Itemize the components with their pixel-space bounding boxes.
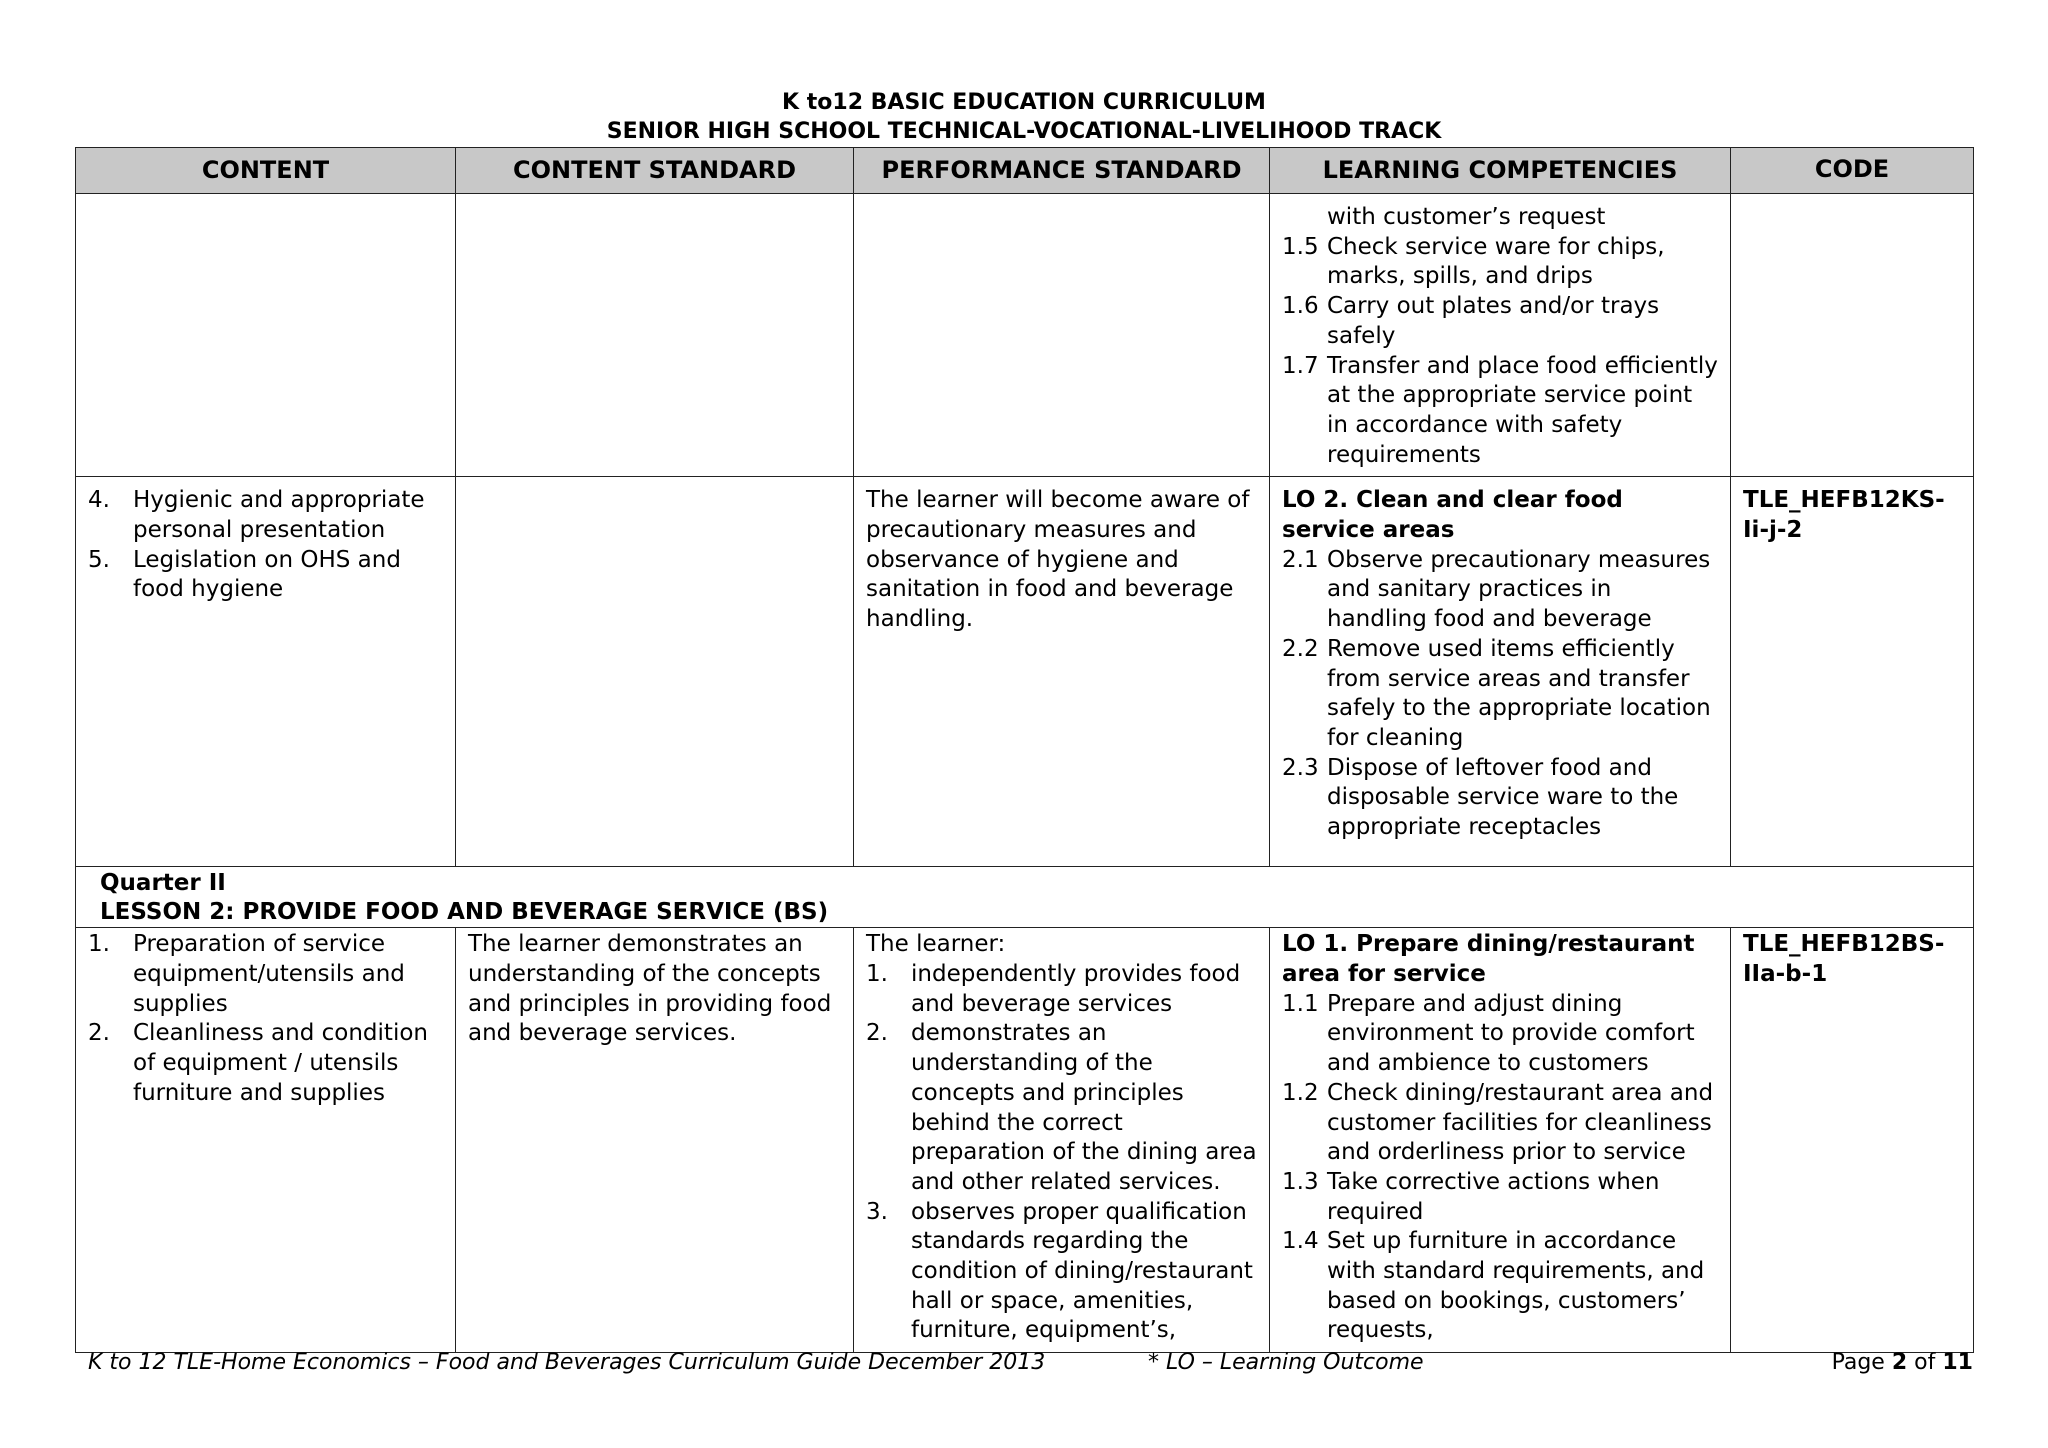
content-item: 1. Preparation of service equipment/utensils and supplies — [88, 931, 405, 1017]
content-cell — [76, 928, 456, 1353]
competency-item: 1.2 Check dining/restaurant area and customer facilities for cleanliness and orderliness prior to service — [1282, 1079, 1714, 1166]
curriculum-table — [75, 147, 1974, 1353]
learning-competencies-cell — [1270, 194, 1731, 477]
competency-item: 1.7 Transfer and place food efficiently at the appropriate service point in accordance with safety requirements — [1282, 352, 1718, 468]
document-subtitle: SENIOR HIGH SCHOOL TECHNICAL-VOCATIONAL-LIVELIHOOD TRACK — [606, 119, 1442, 144]
content-cell — [76, 194, 456, 477]
footer-page-number: Page 2 of 11 — [1831, 1350, 1973, 1375]
quarter-row — [76, 867, 1974, 928]
code-cell — [1731, 928, 1974, 1353]
content-item: 5. Legislation on OHS and food hygiene — [88, 546, 401, 603]
performance-item: 3. observes proper qualification standards regarding the condition of dining/restaurant hall or space, amenities, furniture, equipment’s, — [866, 1198, 1253, 1344]
performance-standard-cell — [854, 194, 1270, 477]
performance-standard-cell — [854, 928, 1270, 1353]
content-cell — [76, 477, 456, 867]
content-item: 2. Cleanliness and condition of equipment / utensils furniture and supplies — [88, 1020, 428, 1106]
competency-item: 2.3 Dispose of leftover food and disposable service ware to the appropriate receptacles — [1282, 754, 1679, 841]
footer-lo-note: * LO – Learning Outcome — [1148, 1350, 1424, 1375]
competency-item: 1.5 Check service ware for chips, marks, spills, and drips — [1282, 233, 1665, 290]
document-title: K to12 BASIC EDUCATION CURRICULUM — [782, 90, 1266, 115]
performance-item: 1. independently provides food and beverage services — [866, 961, 1241, 1017]
learning-outcome-title: LO 2. Clean and clear food service areas — [1282, 487, 1623, 544]
learning-competencies-cell — [1270, 928, 1731, 1353]
performance-standard-cell: The learner will become aware of precautionary measures and observance of hygiene and sanitation in food and beverage handling. — [854, 477, 1270, 867]
code-cell — [1731, 194, 1974, 477]
competency-item: 1.3 Take corrective actions when required — [1282, 1168, 1660, 1225]
quarter-label: Quarter II — [100, 870, 226, 897]
content-standard-cell: The learner demonstrates an understanding of the concepts and principles in providing food and beverage services. — [456, 928, 854, 1353]
content-standard-cell — [456, 477, 854, 867]
learning-competencies-cell — [1270, 477, 1731, 867]
footer-guide-title: K to 12 TLE-Home Economics – Food and Beverages Curriculum Guide December 2013 — [88, 1350, 1046, 1375]
content-item: 4. Hygienic and appropriate personal presentation — [88, 487, 425, 544]
code-cell — [1731, 477, 1974, 867]
competency-code: TLE_HEFB12BS-IIa-b-1 — [1743, 931, 1945, 988]
competency-item: 1.4 Set up furniture in accordance with standard requirements, and based on bookings, customers’ requests, — [1282, 1228, 1705, 1344]
table-row — [76, 194, 1974, 477]
lesson-label: LESSON 2: PROVIDE FOOD AND BEVERAGE SERVICE (BS) — [100, 899, 829, 926]
performance-item: 2. demonstrates an understanding of the concepts and principles behind the correct preparation of the dining area and other related services. — [866, 1020, 1257, 1195]
performance-intro: The learner: — [866, 931, 1006, 958]
competency-item: 2.2 Remove used items efficiently from service areas and transfer safely to the appropriate location for cleaning — [1282, 635, 1711, 751]
competency-code: TLE_HEFB12KS-Ii-j-2 — [1743, 487, 1945, 544]
header-content: CONTENT — [76, 148, 456, 194]
header-performance-standard: PERFORMANCE STANDARD — [854, 148, 1270, 194]
competency-continuation: with customer’s request — [1327, 204, 1606, 230]
competency-item: 1.1 Prepare and adjust dining environment to provide comfort and ambience to customers — [1282, 990, 1695, 1077]
quarter-cell — [76, 867, 1974, 928]
header-learning-competencies: LEARNING COMPETENCIES — [1270, 148, 1731, 194]
learning-outcome-title: LO 1. Prepare dining/restaurant area for service — [1282, 931, 1695, 988]
competency-item: 1.6 Carry out plates and/or trays safely — [1282, 293, 1660, 349]
table-row — [76, 477, 1974, 867]
header-content-standard: CONTENT STANDARD — [456, 148, 854, 194]
competency-item: 2.1 Observe precautionary measures and sanitary practices in handling food and beverage — [1282, 546, 1711, 633]
table-row — [76, 928, 1974, 1353]
content-standard-cell — [456, 194, 854, 477]
header-code: CODE — [1731, 148, 1974, 194]
header-row — [76, 148, 1974, 194]
